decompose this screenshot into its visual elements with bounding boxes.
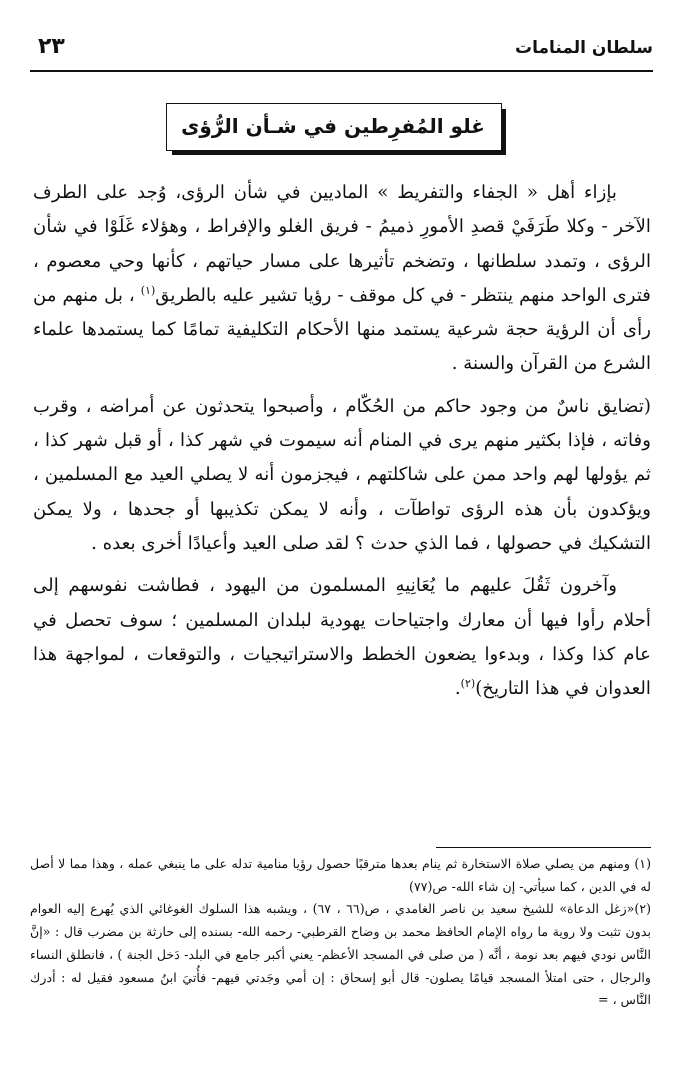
- paragraph-3: [33, 569, 651, 706]
- footnote-ref-2: (٢): [460, 677, 476, 691]
- footnote-ref-1: (١): [140, 283, 156, 297]
- footnotes: [30, 853, 651, 1012]
- paragraph-1-text: بإزاء أهل « الجفاء والتفريط » الماديين في شأن الرؤى، وُجد على الطرف الآخر - وكلا طَرَفَيْ قصدِ الأمورِ ذميمُ - فريق الغلو والإفراط ، وهؤلاء غَلَوْا في شأن الرؤى ، وتمدد سلطانها ، وتضخم تأثيرها على مسار حياتهم ، كأنها وحي معصوم ، فترى الواحد منهم ينتظر - في كل موقف - رؤيا تشير عليه بالطريق: [33, 182, 651, 306]
- running-title: سلطان المنامات: [515, 38, 653, 58]
- chapter-title-box: [166, 103, 506, 155]
- paragraph-2: (تضايق ناسٌ من وجود حاكم من الحُكّام ، وأصبحوا يتحدثون عن أمراضه ، وقرب وفاته ، فإذا بكثير منهم يرى في المنام أنه سيموت في شهر كذا ، أو قبل شهر كذا ، ثم يؤولها لهم واحد ممن على شاكلتهم ، فيجزمون أنه لا يصلي العيد مع المسلمين ، ويؤكدون بأن هذه الرؤى تواطآت ، وأنه لا يمكن تكذيبها أو جحدها ، ولا يمكن التشكيك في حصولها ، فما الذي حدث ؟ لقد صلى العيد وأعيادًا أخرى بعده .: [33, 395, 651, 554]
- footnote-1-number: (١): [634, 856, 651, 871]
- footnote-separator: [436, 847, 651, 848]
- paragraph-1: [33, 176, 651, 382]
- footnote-1-text: ومنهم من يصلي صلاة الاستخارة ثم ينام بعدها مترقبًا حصول رؤيا منامية تدله على ما ينبغي عمله ، وهذا مما لا أصل له في الدين ، كما سيأتي- إن شاء الله- ص(٧٧): [30, 856, 651, 894]
- paragraph-3-end: .: [454, 678, 461, 700]
- chapter-title: غلو المُفرِطين في شـأن الرُّؤى: [181, 114, 485, 138]
- page-header: [34, 34, 653, 66]
- footnote-2-text: «زغل الدعاة» للشيخ سعيد بن ناصر الغامدي ، ص(٦٦ ، ٦٧) ، ويشبه هذا السلوك الغوغائي الذي يُهرع إليه العوام بدون تثبت ولا روية ما رواه الإمام الحافظ محمد بن وضاح القرطبي- رحمه الله- بسنده إلى حارثة بن مضرب قال : «إنَّ النَّاس نودي فيهم بعد نومة ، أنَّه ( من صلى في المسجد الأعظم- يعني أكبر جامع في البلد- دَخل الجنة ) ، فانطلق النساء والرجال ، حتى امتلأ المسجد قيامًا يصلون- قال أبو إسحاق : إن أمي وجَدتي فيهم- فأُتيَ ابنُ مسعود فقيل له : أدرك النَّاس ، =: [30, 901, 651, 1008]
- paragraph-1-tail: ، بل منهم من رأى أن الرؤية حجة شرعية يستمد منها الأحكام التكليفية تمامًا كما يستمدها علماء الشرع من القرآن والسنة .: [33, 284, 651, 375]
- paragraph-3-text: وآخرون ثَقُلَ عليهم ما يُعَانِيهِ المسلمون من اليهود ، فطاشت نفوسهم إلى أحلام رأوا فيها أن معارك واجتياحات يهودية لبلدان المسلمين ؛ سوف تحصل في عام كذا وكذا ، وبدءوا يضعون الخطط والاستراتيجيات ، والتوقعات ، لمواجهة هذا العدوان في هذا التاريخ): [33, 575, 651, 700]
- footnote-2-number: (٢): [634, 901, 651, 917]
- main-text: [33, 176, 651, 706]
- footnote-1: [30, 853, 651, 898]
- footnote-2: [30, 898, 651, 1012]
- page-number: ٢٣: [38, 34, 65, 59]
- header-rule: [30, 70, 653, 72]
